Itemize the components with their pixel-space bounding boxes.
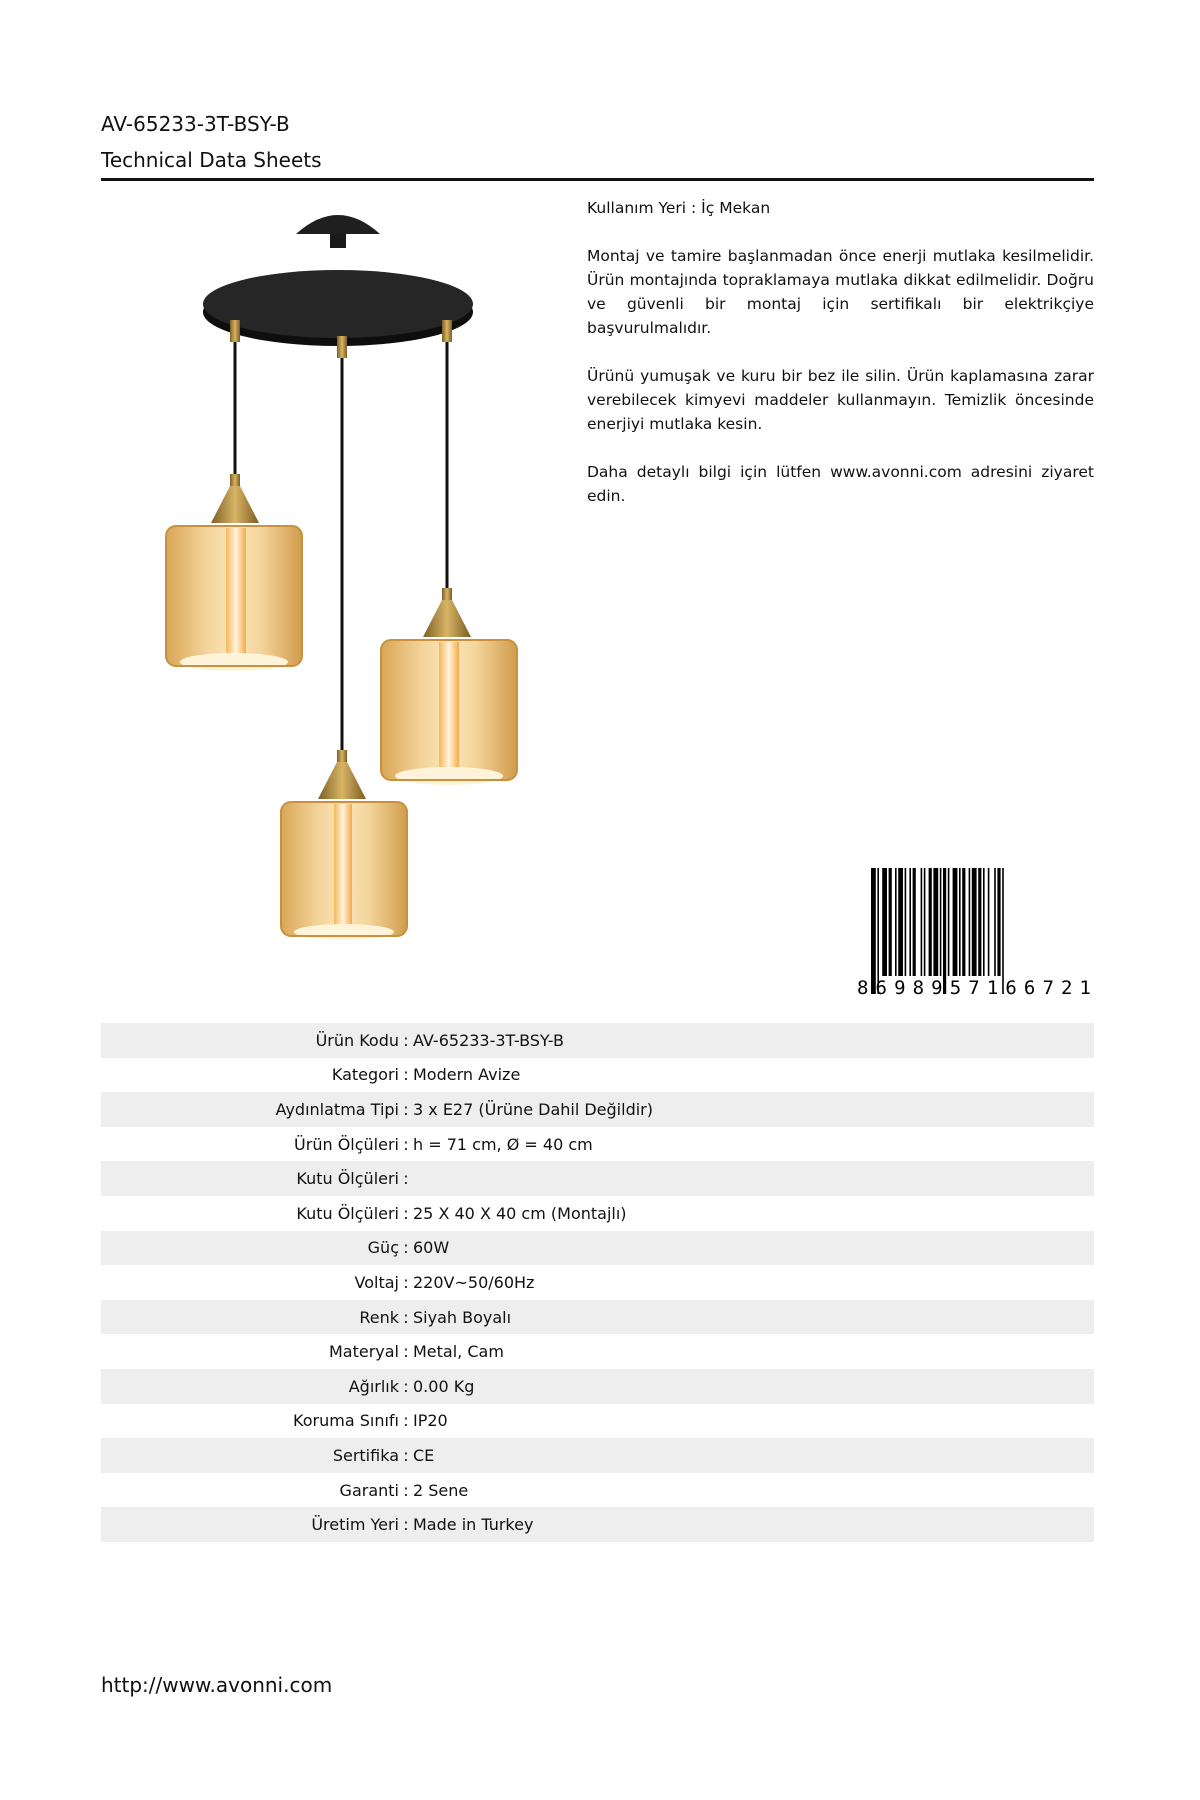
usage-location-text: Kullanım Yeri : İç Mekan: [587, 199, 771, 217]
spec-row: [101, 1265, 1094, 1300]
spec-value: 60W: [413, 1238, 450, 1258]
spec-value: h = 71 cm, Ø = 40 cm: [413, 1134, 593, 1154]
barcode-bar: [913, 868, 916, 976]
spec-label: Üretim Yeri: [311, 1515, 399, 1535]
barcode-bar: [871, 868, 876, 994]
barcode-bar: [953, 868, 958, 976]
spec-separator: :: [403, 1515, 409, 1535]
spec-value: IP20: [413, 1411, 448, 1431]
barcode-bar: [905, 868, 907, 976]
spec-separator: :: [403, 1134, 409, 1154]
spec-label: Ürün Ölçüleri: [294, 1134, 399, 1154]
barcode-bar: [898, 868, 903, 976]
product-code-title: AV-65233-3T-BSY-B: [101, 112, 290, 136]
spec-label: Sertifika: [332, 1445, 399, 1465]
spec-separator: :: [403, 1445, 409, 1465]
spec-label: Kutu Ölçüleri: [296, 1169, 399, 1189]
spec-row: [101, 1058, 1094, 1093]
usage-info: [587, 196, 1094, 532]
spec-separator: :: [403, 1065, 409, 1085]
installation-warning-text: Montaj ve tamire başlanmadan önce enerji mutlaka kesilmelidir. Ürün montajında topraklamaya mutlaka dikkat edilmelidir. Doğru ve güvenli bir montaj için sertifikalı bir elektrikçiye başvurulmalıdır.: [587, 247, 1094, 337]
spec-separator: :: [403, 1238, 409, 1258]
spec-separator: :: [403, 1480, 409, 1500]
spec-label: Ağırlık: [348, 1376, 399, 1396]
barcode-bar: [988, 868, 990, 976]
cleaning-instructions-text: Ürünü yumuşak ve kuru bir bez ile silin. Ürün kaplamasına zarar verebilecek kimyevi maddeler kullanmayın. Temizlik öncesinde enerjiyi mutlaka kesin.: [587, 367, 1094, 433]
spec-label: Garanti: [339, 1480, 399, 1500]
spec-row: [101, 1231, 1094, 1266]
spec-value: Modern Avize: [413, 1065, 521, 1085]
spec-row: [101, 1334, 1094, 1369]
spec-row: [101, 1196, 1094, 1231]
spec-value: 2 Sene: [413, 1480, 469, 1500]
spec-separator: :: [403, 1272, 409, 1292]
spec-value: 0.00 Kg: [413, 1376, 475, 1396]
spec-separator: :: [403, 1030, 409, 1050]
spec-separator: :: [403, 1099, 409, 1119]
spec-label: Voltaj: [354, 1272, 399, 1292]
spec-row: [101, 1092, 1094, 1127]
spec-label: Kutu Ölçüleri: [296, 1203, 399, 1223]
website-info-text: Daha detaylı bilgi için lütfen www.avonni.com adresini ziyaret edin.: [587, 463, 1094, 505]
barcode-bar: [962, 868, 965, 976]
spec-row: [101, 1473, 1094, 1508]
barcode-bar: [969, 868, 971, 976]
spec-separator: :: [403, 1411, 409, 1431]
barcode-bar: [972, 868, 977, 976]
spec-value: Siyah Boyalı: [413, 1307, 512, 1327]
barcode-bar: [978, 868, 981, 976]
spec-table: [101, 1023, 1094, 1542]
spec-separator: :: [403, 1376, 409, 1396]
spec-value: 220V~50/60Hz: [413, 1272, 535, 1292]
spec-separator: :: [403, 1203, 409, 1223]
spec-row: [101, 1369, 1094, 1404]
barcode-bar: [895, 868, 897, 976]
spec-label: Kategori: [331, 1065, 399, 1085]
barcode-bar: [889, 868, 892, 976]
spec-value: 3 x E27 (Ürüne Dahil Değildir): [413, 1099, 653, 1119]
spec-row: [101, 1404, 1094, 1439]
spec-row: [101, 1127, 1094, 1162]
spec-value: Made in Turkey: [413, 1515, 534, 1535]
footer-url[interactable]: http://www.avonni.com: [101, 1673, 333, 1697]
spec-value: 25 X 40 X 40 cm (Montajlı): [413, 1203, 627, 1223]
barcode-bar: [959, 868, 961, 976]
spec-label: Koruma Sınıfı: [293, 1411, 399, 1431]
spec-row: [101, 1300, 1094, 1335]
barcode-bar: [983, 868, 985, 976]
barcode-bar: [921, 868, 923, 976]
spec-separator: :: [403, 1307, 409, 1327]
spec-row: [101, 1438, 1094, 1473]
spec-label: Renk: [359, 1307, 399, 1327]
spec-value: CE: [413, 1445, 435, 1465]
barcode-bar: [1002, 868, 1004, 994]
barcode-icon: [855, 860, 1095, 1000]
barcode-bar: [929, 868, 932, 976]
spec-row: [101, 1507, 1094, 1542]
barcode-bar: [997, 868, 1000, 976]
pendant-lamp-image: [101, 196, 571, 956]
spec-separator: :: [403, 1169, 409, 1189]
spec-row: [101, 1161, 1094, 1196]
barcode-bar: [948, 868, 950, 976]
barcode-bar: [924, 868, 926, 976]
spec-value: AV-65233-3T-BSY-B: [413, 1030, 564, 1050]
barcode-bar: [940, 868, 942, 976]
spec-label: Materyal: [328, 1342, 399, 1362]
barcode-bar: [933, 868, 938, 976]
spec-separator: :: [403, 1342, 409, 1362]
barcode-bar: [882, 868, 887, 976]
barcode-bar: [909, 868, 911, 976]
spec-label: Aydınlatma Tipi: [275, 1099, 399, 1119]
barcode-bar: [994, 868, 996, 976]
barcode-number: 8698957166721: [857, 977, 1091, 999]
spec-row: [101, 1023, 1094, 1058]
barcode-bar: [943, 868, 946, 994]
document-subtitle: Technical Data Sheets: [101, 148, 322, 172]
header-divider: [101, 178, 1094, 181]
spec-label: Ürün Kodu: [315, 1030, 399, 1050]
barcode-bar: [877, 868, 879, 994]
spec-value: Metal, Cam: [413, 1342, 504, 1362]
spec-label: Güç: [367, 1238, 399, 1258]
